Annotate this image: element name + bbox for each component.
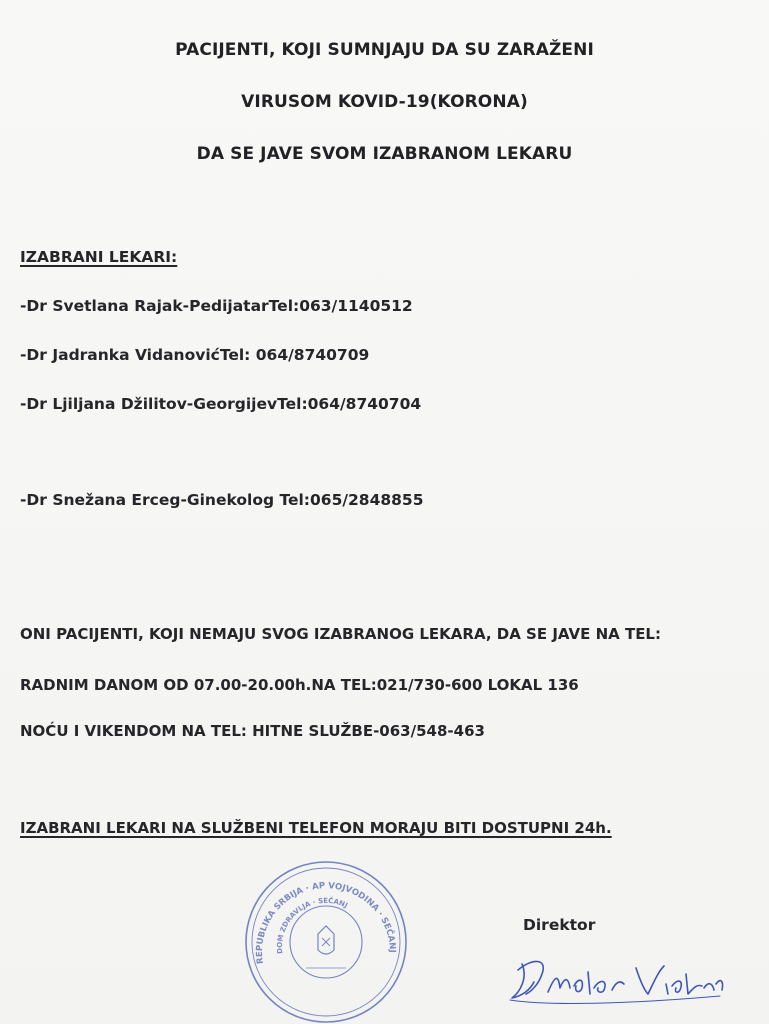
notice-line-1: ONI PACIJENTI, KOJI NEMAJU SVOG IZABRANOG LEKARA, DA SE JAVE NA TEL:: [20, 625, 661, 643]
svg-text:REPUBLIKA SRBIJA · AP VOJVODIN: REPUBLIKA SRBIJA · AP VOJVODINA · SEČANJ: [254, 881, 398, 965]
notice-line-3: NOĆU I VIKENDOM NA TEL: HITNE SLUŽBE-063/548-463: [20, 722, 485, 740]
doctor-entry: -Dr Jadranka VidanovićTel: 064/8740709: [20, 346, 370, 364]
title-line-2: VIRUSOM KOVID-19(KORONA): [241, 92, 528, 112]
doctors-section-label: IZABRANI LEKARI:: [20, 248, 178, 266]
title-line-1: PACIJENTI, KOJI SUMNJAJU DA SU ZARAŽENI: [175, 40, 594, 60]
official-stamp-icon: [236, 850, 416, 1024]
notice-line-2: RADNIM DANOM OD 07.00-20.00h.NA TEL:021/730-600 LOKAL 136: [20, 676, 579, 694]
svg-text:DOM ZDRAVLJA · SEČANJ: DOM ZDRAVLJA · SEČANJ: [275, 896, 349, 955]
doctor-entry: -Dr Svetlana Rajak-PedijatarTel:063/1140512: [20, 297, 413, 315]
doctor-entry: -Dr Ljiljana Džilitov-GeorgijevTel:064/8740704: [20, 395, 422, 413]
doctor-entry: -Dr Snežana Erceg-Ginekolog Tel:065/2848855: [20, 491, 424, 509]
director-label: Direktor: [523, 916, 596, 934]
availability-notice: IZABRANI LEKARI NA SLUŽBENI TELEFON MORAJU BITI DOSTUPNI 24h.: [20, 819, 612, 837]
title-line-3: DA SE JAVE SVOM IZABRANOM LEKARU: [196, 144, 573, 164]
director-signature-icon: [508, 948, 728, 1008]
